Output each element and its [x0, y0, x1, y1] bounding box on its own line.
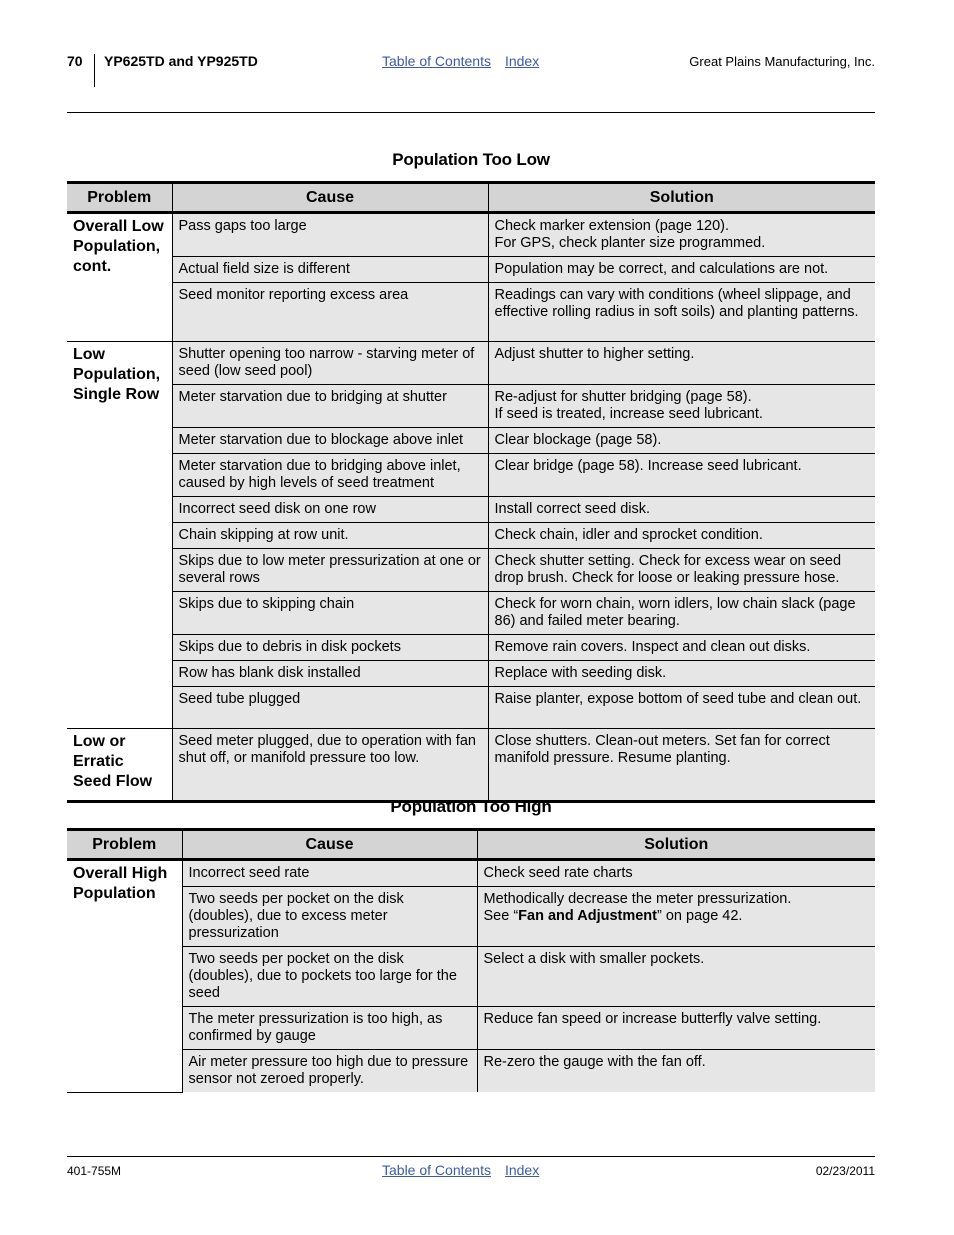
section-title-low: Population Too Low: [392, 150, 550, 169]
page-number: 70: [67, 53, 83, 69]
cause-cell: Air meter pressure too high due to pressure sensor not zeroed properly.: [182, 1050, 477, 1093]
solution-line: Install correct seed disk.: [494, 501, 651, 517]
solution-line: Check chain, idler and sprocket condition.: [494, 527, 763, 543]
column-header-solution: Solution: [477, 830, 875, 860]
header-nav: [382, 53, 553, 69]
solution-line: Remove rain covers. Inspect and clean out disks.: [494, 639, 811, 655]
cross-reference-title: Fan and Adjustment: [518, 908, 657, 924]
see-suffix: ” on page 42.: [657, 908, 743, 924]
footer-rule: [67, 1156, 875, 1157]
cause-cell: Two seeds per pocket on the disk (doubles), due to excess meter pressurization: [182, 887, 477, 947]
solution-line: Methodically decrease the meter pressurization.: [483, 891, 792, 907]
solution-cell: [488, 428, 875, 454]
table-row: [67, 687, 875, 729]
solution-cell: [488, 729, 875, 802]
table-row: [67, 497, 875, 523]
table-row: [67, 635, 875, 661]
page-header: [67, 50, 875, 90]
cause-cell: Meter starvation due to blockage above inlet: [172, 428, 488, 454]
table-row: [67, 1007, 875, 1050]
problem-cell: Low or Erratic Seed Flow: [67, 729, 172, 802]
table-row: [67, 947, 875, 1007]
problem-cell: Overall High Population: [67, 860, 182, 1093]
column-header-cause: Cause: [172, 183, 488, 213]
cause-cell: Meter starvation due to bridging above inlet, caused by high levels of seed treatment: [172, 454, 488, 497]
solution-cell: [477, 887, 875, 947]
solution-cell: [477, 1050, 875, 1093]
cause-cell: Skips due to debris in disk pockets: [172, 635, 488, 661]
solution-line: For GPS, check planter size programmed.: [494, 235, 766, 251]
cause-cell: Two seeds per pocket on the disk (doubles), due to pockets too large for the seed: [182, 947, 477, 1007]
solution-line: Check seed rate charts: [483, 865, 633, 881]
solution-line: Close shutters. Clean-out meters. Set fan for correct manifold pressure. Resume planting.: [494, 733, 830, 766]
cause-cell: Seed monitor reporting excess area: [172, 283, 488, 342]
cause-cell: Pass gaps too large: [172, 213, 488, 257]
column-header-problem: Problem: [67, 830, 182, 860]
solution-cell: [488, 523, 875, 549]
population-too-high-table: [67, 828, 875, 1093]
population-too-low-table: [67, 181, 875, 803]
solution-cell: [488, 454, 875, 497]
cause-cell: Shutter opening too narrow - starving meter of seed (low seed pool): [172, 342, 488, 385]
solution-line: Adjust shutter to higher setting.: [494, 346, 695, 362]
solution-cell: [477, 860, 875, 887]
table-row: [67, 523, 875, 549]
column-header-problem: Problem: [67, 183, 172, 213]
footer-nav: [382, 1162, 553, 1178]
cross-reference: [484, 908, 871, 925]
problem-cell: Overall Low Population, cont.: [67, 213, 172, 342]
solution-cell: [488, 213, 875, 257]
table-row: [67, 592, 875, 635]
table-row: [67, 549, 875, 592]
table-row: [67, 257, 875, 283]
table-row: [67, 342, 875, 385]
table-row: [67, 729, 875, 802]
see-prefix: See “: [483, 908, 519, 924]
table-body: [67, 860, 875, 1093]
table-row: [67, 428, 875, 454]
table-row: [67, 283, 875, 342]
cause-cell: Chain skipping at row unit.: [172, 523, 488, 549]
solution-cell: [488, 635, 875, 661]
cause-cell: Incorrect seed disk on one row: [172, 497, 488, 523]
column-header-solution: Solution: [488, 183, 875, 213]
solution-line: If seed is treated, increase seed lubricant.: [494, 406, 763, 422]
toc-link[interactable]: Table of Contents: [382, 53, 491, 69]
solution-cell: [488, 549, 875, 592]
solution-line: Select a disk with smaller pockets.: [483, 951, 705, 967]
cause-cell: Row has blank disk installed: [172, 661, 488, 687]
cause-cell: Seed tube plugged: [172, 687, 488, 729]
table-row: [67, 860, 875, 887]
table-row: [67, 213, 875, 257]
section-title-high: Population Too High: [390, 797, 552, 816]
cause-cell: Actual field size is different: [172, 257, 488, 283]
column-header-cause: Cause: [182, 830, 477, 860]
solution-line: Check for worn chain, worn idlers, low chain slack (page 86) and failed meter bearing.: [494, 596, 856, 629]
header-divider: [94, 54, 95, 87]
table-row: [67, 454, 875, 497]
solution-cell: [488, 592, 875, 635]
solution-line: Reduce fan speed or increase butterfly valve setting.: [483, 1011, 822, 1027]
solution-line: Clear blockage (page 58).: [494, 432, 662, 448]
cause-cell: Skips due to skipping chain: [172, 592, 488, 635]
solution-line: Re-adjust for shutter bridging (page 58).: [494, 389, 752, 405]
solution-line: Clear bridge (page 58). Increase seed lubricant.: [494, 458, 802, 474]
table-row: [67, 1050, 875, 1093]
solution-line: Population may be correct, and calculations are not.: [494, 261, 829, 277]
solution-line: Re-zero the gauge with the fan off.: [483, 1054, 706, 1070]
toc-link[interactable]: Table of Contents: [382, 1162, 491, 1178]
index-link[interactable]: Index: [504, 1162, 540, 1178]
document-number: 401-755M: [67, 1164, 122, 1178]
company-name: Great Plains Manufacturing, Inc.: [689, 54, 875, 69]
revision-date: 02/23/2011: [815, 1164, 875, 1178]
table-row: [67, 887, 875, 947]
index-link[interactable]: Index: [504, 53, 540, 69]
page-footer: [67, 1160, 875, 1184]
solution-line: Readings can vary with conditions (wheel slippage, and effective rolling radius in soft soils) and planting patterns.: [494, 287, 859, 320]
cause-cell: Seed meter plugged, due to operation with fan shut off, or manifold pressure too low.: [172, 729, 488, 802]
table-body: [67, 213, 875, 802]
solution-cell: [488, 497, 875, 523]
solution-cell: [488, 687, 875, 729]
solution-line: Check marker extension (page 120).: [494, 218, 730, 234]
table-row: [67, 661, 875, 687]
header-rule: [67, 112, 875, 113]
problem-cell: Low Population, Single Row: [67, 342, 172, 729]
solution-cell: [488, 342, 875, 385]
solution-line: Raise planter, expose bottom of seed tube and clean out.: [494, 691, 862, 707]
solution-cell: [488, 283, 875, 342]
model-title: YP625TD and YP925TD: [104, 53, 258, 69]
cause-cell: Skips due to low meter pressurization at one or several rows: [172, 549, 488, 592]
solution-cell: [477, 947, 875, 1007]
cause-cell: The meter pressurization is too high, as confirmed by gauge: [182, 1007, 477, 1050]
solution-cell: [477, 1007, 875, 1050]
solution-cell: [488, 385, 875, 428]
cause-cell: Meter starvation due to bridging at shutter: [172, 385, 488, 428]
solution-line: Replace with seeding disk.: [494, 665, 667, 681]
cause-cell: Incorrect seed rate: [182, 860, 477, 887]
solution-cell: [488, 661, 875, 687]
solution-line: Check shutter setting. Check for excess wear on seed drop brush. Check for loose or leaking pressure hose.: [494, 553, 842, 586]
solution-cell: [488, 257, 875, 283]
table-row: [67, 385, 875, 428]
